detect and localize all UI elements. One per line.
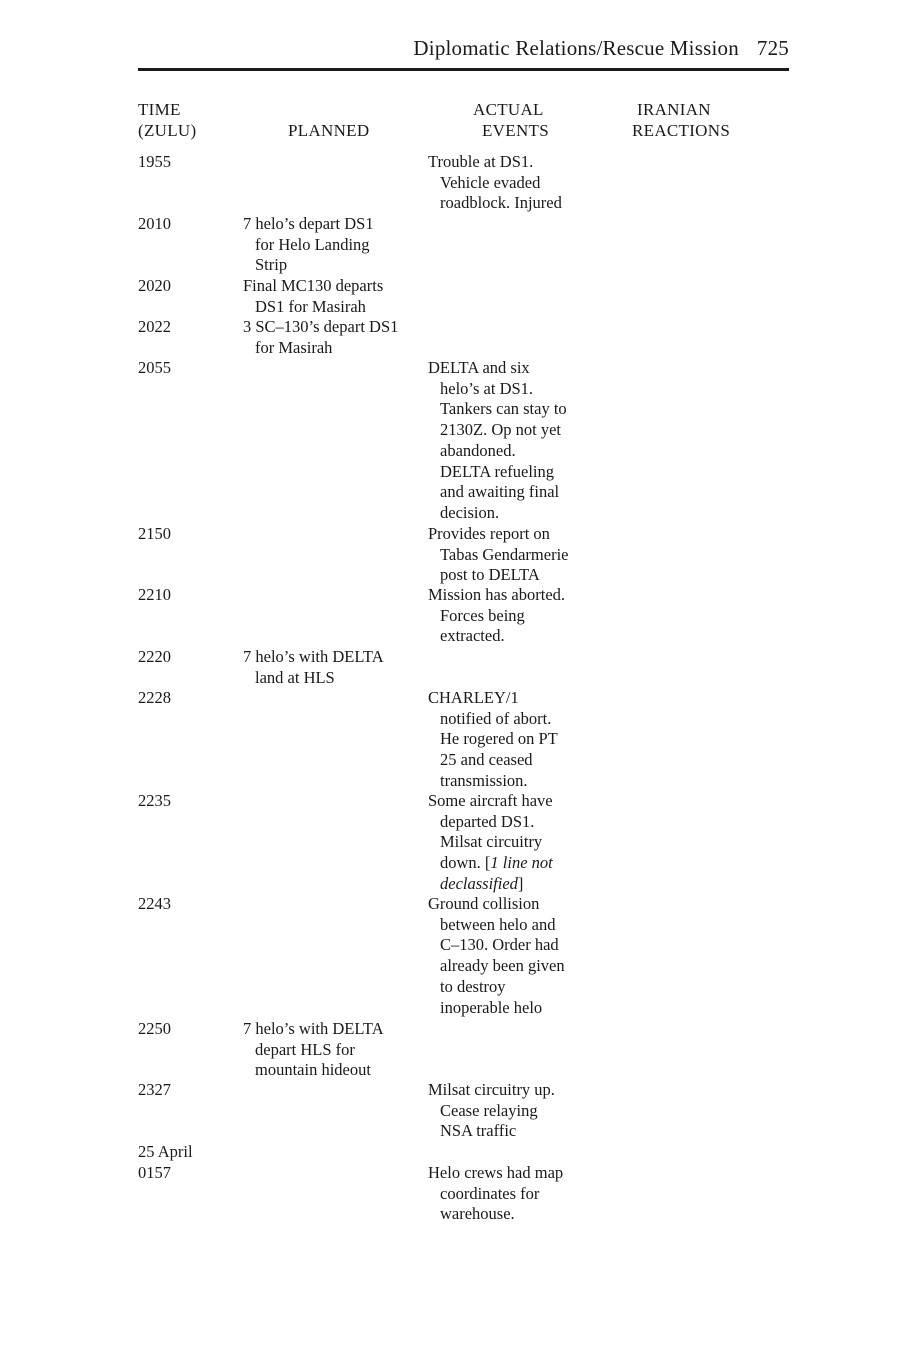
cell-line: 7 helo’s with DELTA xyxy=(243,1019,384,1038)
actual-events-cell xyxy=(428,585,598,647)
column-header-actual xyxy=(473,99,549,141)
column-header-planned-label: PLANNED xyxy=(288,121,370,140)
actual-events-cell xyxy=(428,791,598,895)
cell-line: Trouble at DS1. xyxy=(428,152,534,171)
actual-events-cell xyxy=(428,358,598,524)
page-number: 725 xyxy=(756,36,789,60)
time-cell: 25 April xyxy=(138,1142,193,1161)
column-header-iranian-line1: IRANIAN xyxy=(637,100,711,119)
cell-line: Helo crews had map xyxy=(428,1163,564,1182)
cell-line: already been given xyxy=(440,956,565,976)
actual-events-cell xyxy=(428,688,598,792)
cell-line: Mission has aborted. xyxy=(428,585,566,604)
cell-line: Forces being xyxy=(440,605,525,625)
time-cell: 2055 xyxy=(138,358,171,377)
cell-line: inoperable helo xyxy=(440,997,543,1017)
cell-line: He rogered on PT xyxy=(440,729,558,749)
time-cell: 2020 xyxy=(138,276,171,295)
cell-line: NSA traffic xyxy=(440,1121,517,1141)
cell-line: post to DELTA xyxy=(440,565,540,585)
column-header-planned xyxy=(288,120,369,141)
cell-line: for Helo Landing xyxy=(255,234,370,254)
cell-line: Vehicle evaded xyxy=(440,172,541,192)
column-header-actual-line1: ACTUAL xyxy=(473,100,544,119)
time-cell: 2010 xyxy=(138,214,171,233)
cell-line: to destroy xyxy=(440,976,506,996)
cell-line: Ground collision xyxy=(428,894,540,913)
cell-line: and awaiting final xyxy=(440,482,560,502)
cell-line: DS1 for Masirah xyxy=(255,296,366,316)
cell-line: between helo and xyxy=(440,914,556,934)
planned-cell xyxy=(243,214,421,276)
running-head xyxy=(138,36,789,61)
cell-line: Tabas Gendarmerie xyxy=(440,544,569,564)
cell-line: 3 SC–130’s depart DS1 xyxy=(243,317,399,336)
time-cell: 2243 xyxy=(138,894,171,913)
planned-cell xyxy=(243,1019,421,1081)
cell-line: depart HLS for xyxy=(255,1039,355,1059)
actual-events-cell xyxy=(428,894,598,1018)
cell-line: Some aircraft have xyxy=(428,791,553,810)
cell-line: helo’s at DS1. xyxy=(440,378,534,398)
cell-line: Milsat circuitry xyxy=(440,832,543,852)
cell-line: down. [1 line not xyxy=(440,853,553,873)
time-cell: 2228 xyxy=(138,688,171,707)
column-header-time-line1: TIME xyxy=(138,100,181,119)
column-header-iranian-line2: REACTIONS xyxy=(632,121,731,140)
cell-line: Milsat circuitry up. xyxy=(428,1080,555,1099)
cell-line: CHARLEY/1 xyxy=(428,688,519,707)
time-cell: 2250 xyxy=(138,1019,171,1038)
header-rule xyxy=(138,68,789,71)
actual-events-cell xyxy=(428,524,598,586)
cell-line: departed DS1. xyxy=(440,811,535,831)
cell-line: 25 and ceased xyxy=(440,750,533,770)
planned-cell xyxy=(243,647,421,688)
actual-events-cell xyxy=(428,1163,598,1225)
cell-line: DELTA refueling xyxy=(440,461,555,481)
cell-line: transmission. xyxy=(440,770,528,790)
cell-line: extracted. xyxy=(440,626,505,646)
cell-line: Tankers can stay to xyxy=(440,399,567,419)
cell-line: Provides report on xyxy=(428,524,550,543)
cell-line: Strip xyxy=(255,255,288,275)
cell-line: decision. xyxy=(440,502,500,522)
cell-line: roadblock. Injured xyxy=(440,193,562,213)
cell-line: 7 helo’s depart DS1 xyxy=(243,214,374,233)
time-cell: 2210 xyxy=(138,585,171,604)
time-cell: 2022 xyxy=(138,317,171,336)
column-header-time-line2: (ZULU) xyxy=(138,121,197,140)
time-cell: 2327 xyxy=(138,1080,171,1099)
time-cell: 2235 xyxy=(138,791,171,810)
cell-line: Final MC130 departs xyxy=(243,276,384,295)
cell-line: coordinates for xyxy=(440,1183,540,1203)
running-head-title: Diplomatic Relations/Rescue Mission xyxy=(413,36,739,60)
planned-cell xyxy=(243,317,421,358)
actual-events-cell xyxy=(428,152,598,214)
cell-line: for Masirah xyxy=(255,337,333,357)
cell-line: Cease relaying xyxy=(440,1100,538,1120)
cell-line: DELTA and six xyxy=(428,358,530,377)
planned-cell xyxy=(243,276,421,317)
time-cell: 1955 xyxy=(138,152,171,171)
column-header-iranian xyxy=(632,99,730,141)
cell-line: land at HLS xyxy=(255,667,335,687)
cell-line: notified of abort. xyxy=(440,708,552,728)
cell-line: 2130Z. Op not yet xyxy=(440,420,561,440)
cell-line: mountain hideout xyxy=(255,1060,371,1080)
cell-line: C–130. Order had xyxy=(440,935,559,955)
column-header-time xyxy=(138,99,196,141)
cell-line: warehouse. xyxy=(440,1204,515,1224)
column-header-actual-line2: EVENTS xyxy=(482,121,549,140)
time-cell: 0157 xyxy=(138,1163,171,1182)
cell-line: 7 helo’s with DELTA xyxy=(243,647,384,666)
cell-line: abandoned. xyxy=(440,440,516,460)
actual-events-cell xyxy=(428,1080,598,1142)
cell-line: declassified] xyxy=(440,873,524,893)
time-cell: 2220 xyxy=(138,647,171,666)
time-cell: 2150 xyxy=(138,524,171,543)
